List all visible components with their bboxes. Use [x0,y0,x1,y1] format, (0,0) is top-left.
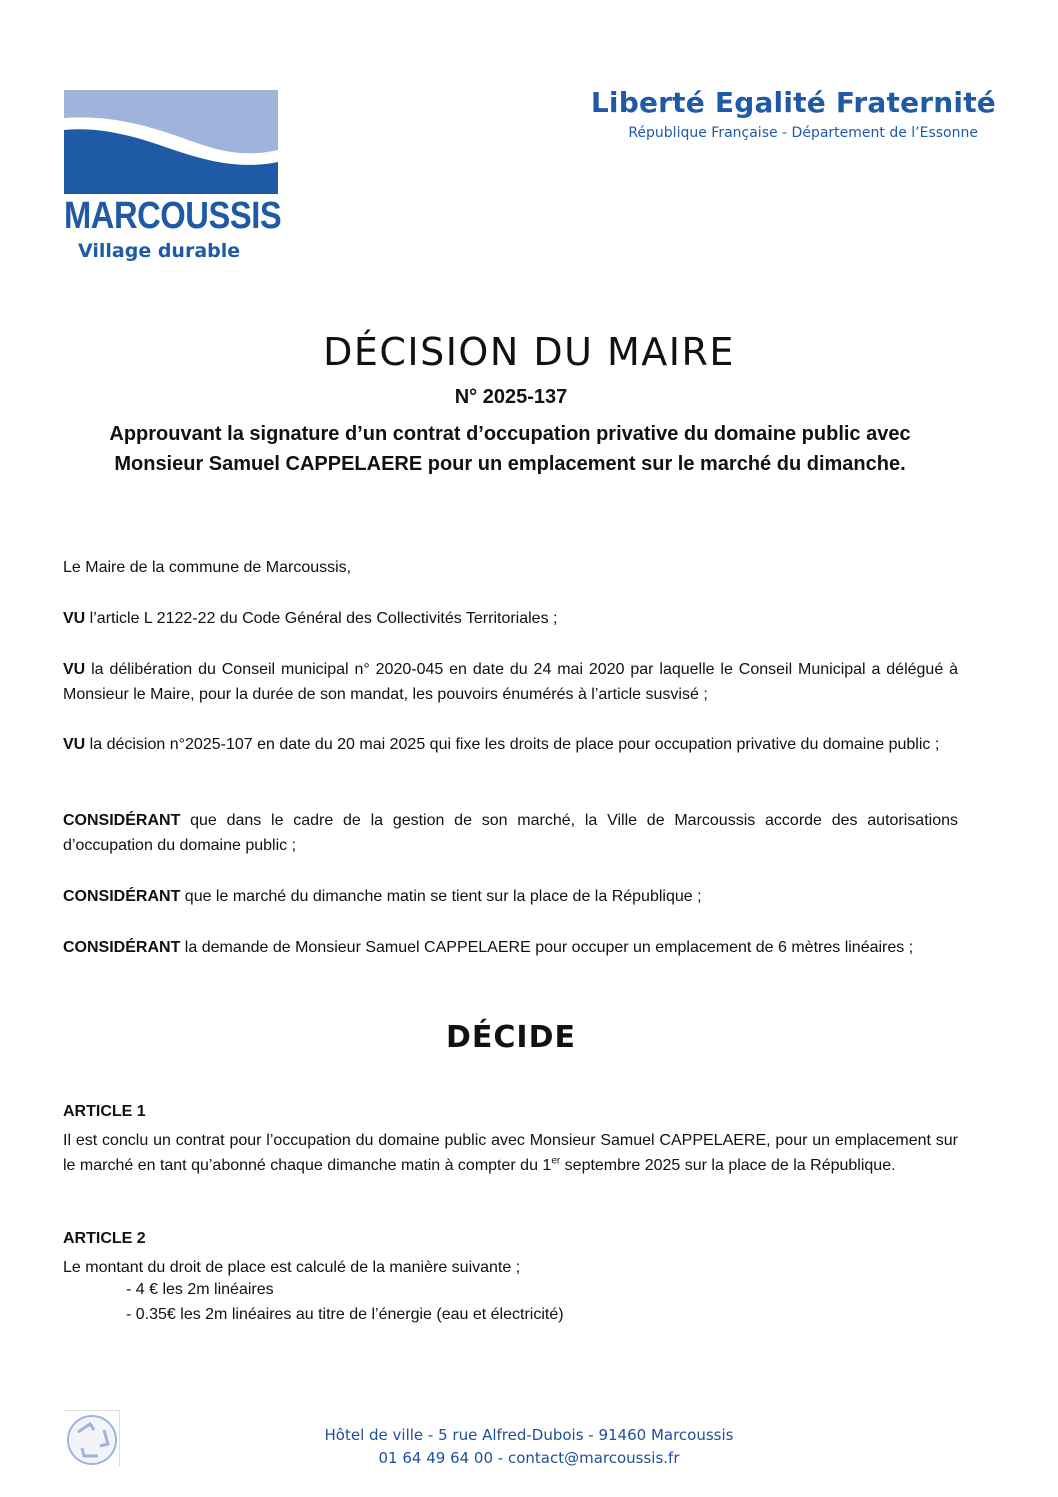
keyword: CONSIDÉRANT [63,939,181,956]
list-item: - 0.35€ les 2m linéaires au titre de l’énergie (eau et électricité) [126,1306,564,1323]
keyword: CONSIDÉRANT [63,888,181,905]
subject-line-2: Monsieur Samuel CAPPELAERE pour un emplacement sur le marché du dimanche. [114,453,906,475]
considerant-paragraph-2 [63,884,958,909]
considerant-paragraph-1 [63,808,958,858]
republic-motto: Liberté Egalité Fraternité [590,86,996,119]
document-title: DÉCISION DU MAIRE [323,330,735,374]
keyword: CONSIDÉRANT [63,812,181,829]
paragraph-text: que le marché du dimanche matin se tient sur la place de la République ; [180,888,702,905]
decision-subject [62,419,958,479]
decide-heading: DÉCIDE [446,1020,576,1055]
paragraph-text: que dans le cadre de la gestion de son marché, la Ville de Marcoussis accorde des autorisations d’occupation du domaine public ; [63,812,958,854]
article-1-text-main: Il est conclu un contrat pour l’occupation du domaine public avec Monsieur Samuel CAPPELAERE, pour un emplacement sur le marché en tant qu’abonné chaque dimanche matin à compter du 1 [63,1132,958,1174]
paragraph-text: la décision n°2025-107 en date du 20 mai 2025 qui fixe les droits de place pour occupation privative du domaine public ; [85,736,940,753]
footer-contact: 01 64 49 64 00 - contact@marcoussis.fr [378,1449,680,1467]
vu-paragraph-3 [63,732,958,757]
logo-tagline: Village durable [78,240,241,262]
subject-line-1: Approuvant la signature d’un contrat d’occupation privative du domaine public avec [109,423,911,445]
republic-department: République Française - Département de l’Essonne [628,125,978,141]
vu-paragraph-2 [63,657,958,707]
considerant-paragraph-3 [63,935,958,960]
paragraph-text: la demande de Monsieur Samuel CAPPELAERE pour occuper un emplacement de 6 mètres linéaires ; [180,939,914,956]
keyword: VU [63,610,86,627]
wave-emblem-icon [64,90,278,194]
footer-address: Hôtel de ville - 5 rue Alfred-Dubois - 91460 Marcoussis [324,1426,734,1444]
article-1-heading: ARTICLE 1 [63,1103,146,1120]
ordinal-suffix: er [551,1155,561,1167]
article-2-text: Le montant du droit de place est calculé de la manière suivante ; [63,1259,521,1276]
vu-paragraph-1 [63,606,958,631]
marcoussis-logo [64,90,282,262]
article-1-text-end: septembre 2025 sur la place de la République. [560,1157,896,1174]
intro-paragraph: Le Maire de la commune de Marcoussis, [63,559,352,576]
keyword: VU [63,736,86,753]
paragraph-text: la délibération du Conseil municipal n° 2020-045 en date du 24 mai 2020 par laquelle le Conseil Municipal a délégué à Monsieur le Maire, pour la durée de son mandat, les pouvoirs énumérés à l’article susvisé ; [63,661,958,703]
article-2-heading: ARTICLE 2 [63,1230,146,1247]
decision-number: N° 2025-137 [454,386,568,408]
paragraph-text: l’article L 2122-22 du Code Général des Collectivités Territoriales ; [85,610,558,627]
keyword: VU [63,661,86,678]
logo-name: MARCOUSSIS [64,195,282,237]
article-1-text [63,1128,958,1178]
list-item: - 4 € les 2m linéaires [126,1281,274,1298]
